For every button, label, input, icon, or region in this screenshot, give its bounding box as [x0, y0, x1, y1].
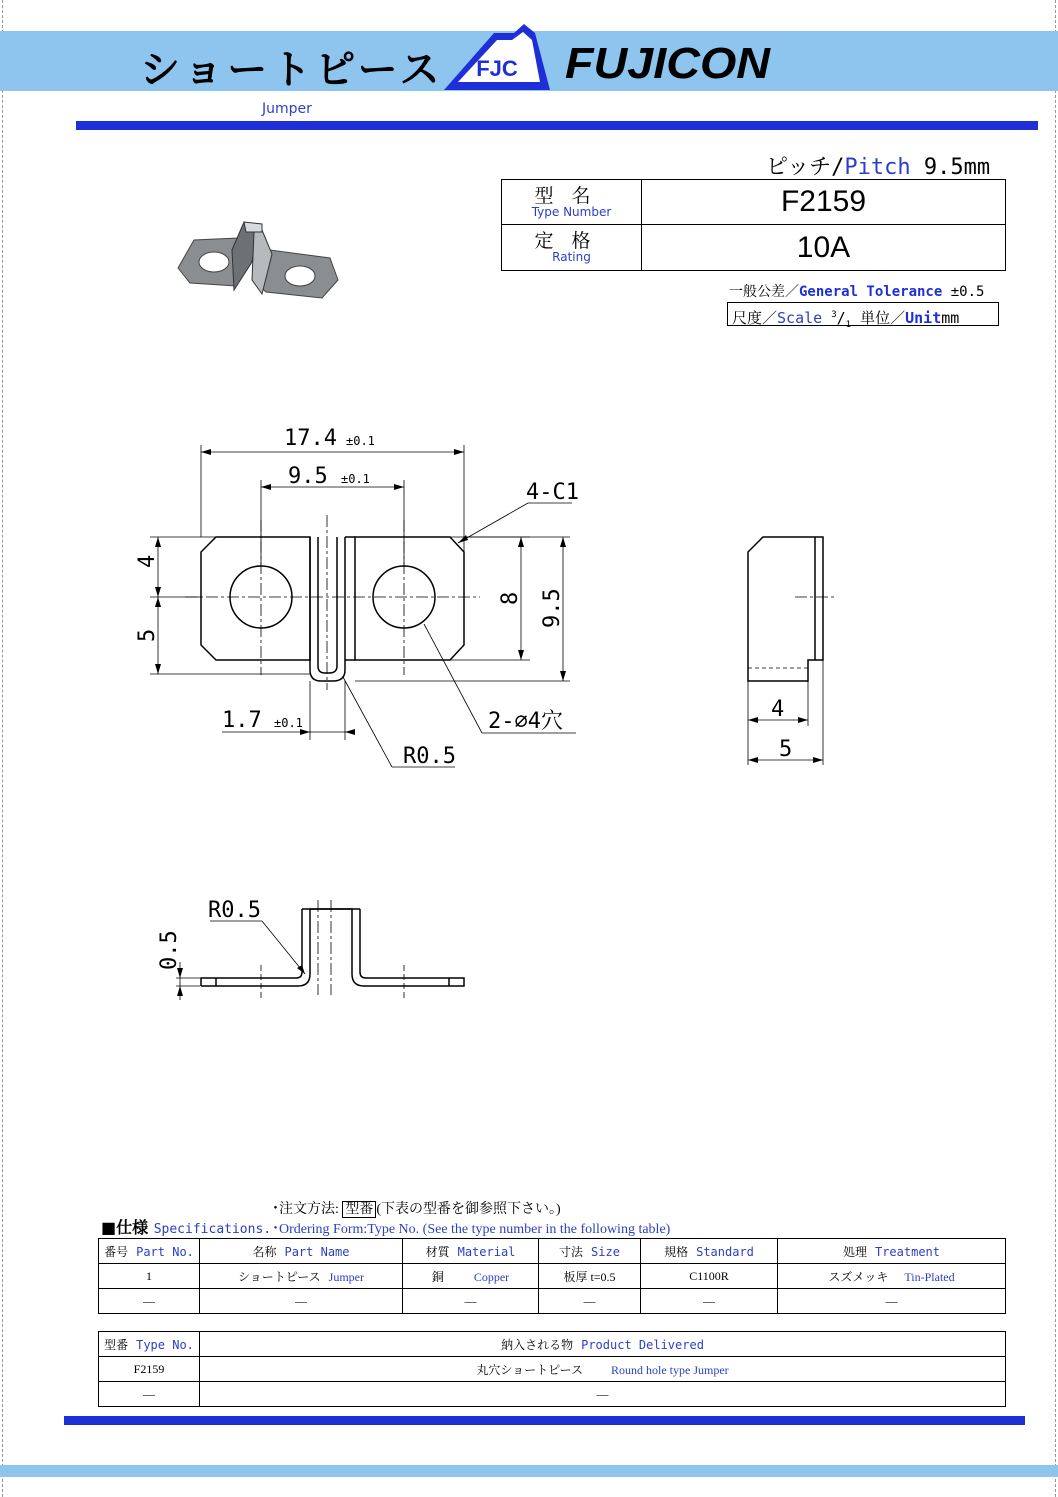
fujicon-logo: FUJICON [565, 39, 772, 88]
side-view [748, 537, 823, 681]
footer-band [0, 1465, 1058, 1477]
unit-en: Unit [905, 309, 942, 327]
specification-table [98, 1238, 1006, 1314]
side-dim-inner: 4 [771, 697, 785, 722]
fjc-logo [444, 24, 550, 90]
pitch-jp: ピッチ/ [766, 155, 845, 180]
cell: — [99, 1382, 200, 1407]
th-jp: 納入される物 [501, 1337, 574, 1352]
spec-heading-jp: ■仕様 [101, 1218, 154, 1237]
cell [99, 1264, 200, 1289]
scale-den: 1 [845, 320, 852, 330]
th-en: Size [591, 1244, 620, 1259]
delivery-th-item [200, 1332, 1006, 1357]
spec-th-part-no [99, 1239, 200, 1264]
th-jp: 材質 [425, 1244, 450, 1259]
dim-height: 9.5 [540, 588, 565, 628]
rating-label-cell [502, 225, 642, 271]
th-en: Part Name [284, 1244, 350, 1259]
type-label-jp: 型名 [534, 184, 609, 207]
table-row [99, 1289, 1006, 1314]
pitch-en: Pitch [844, 155, 911, 180]
th-en: Product Delivered [581, 1337, 704, 1352]
unit-value: mm [941, 309, 960, 327]
section-radius: R0.5 [208, 898, 261, 923]
dim-chamfer: 4-C1 [526, 480, 579, 505]
cell [539, 1264, 641, 1289]
scale-jp: 尺度／ [732, 309, 778, 327]
cell [200, 1357, 1006, 1382]
scale-en: Scale [777, 309, 823, 327]
delivery-table [98, 1331, 1006, 1407]
th-jp: 型番 [104, 1337, 129, 1352]
type-value: F2159 [642, 180, 1006, 225]
spec-th-part-name [200, 1239, 403, 1264]
th-jp: 処理 [842, 1244, 867, 1259]
cell: — [403, 1289, 539, 1314]
cell: — [778, 1289, 1006, 1314]
spec-th-treatment [778, 1239, 1006, 1264]
cell-en: Tin-Plated [904, 1269, 955, 1284]
rating-value: 10A [642, 225, 1006, 271]
cell: — [539, 1289, 641, 1314]
cell: — [200, 1289, 403, 1314]
cell-jp: 銅 [431, 1269, 444, 1284]
dim-top: 4 [135, 554, 160, 568]
th-en: Treatment [874, 1244, 941, 1259]
tolerance-en: General Tolerance [799, 284, 943, 300]
dim-pitch-tol: ±0.1 [341, 472, 370, 486]
delivery-table-header [99, 1332, 1006, 1357]
spec-table-header [99, 1239, 1006, 1264]
fjc-logo-text: FJC [476, 56, 518, 81]
plan-centerlines [185, 515, 480, 690]
spec-th-size [539, 1239, 641, 1264]
dim-hole-pitch: 8 [498, 591, 523, 605]
order-prefix: ･注文方法: [272, 1202, 343, 1217]
cell-jp: スズメッキ [828, 1269, 889, 1284]
table-row [99, 1264, 1006, 1289]
cell [403, 1264, 539, 1289]
side-dim-outer: 5 [779, 737, 793, 762]
page-subtitle: Jumper [262, 101, 312, 117]
section-arrowheads [177, 965, 305, 996]
cell: — [99, 1289, 200, 1314]
cell-jp: C1100R [689, 1268, 729, 1283]
cell-en: Copper [473, 1269, 510, 1284]
dim-holes: 2-∅4穴 [488, 709, 563, 734]
dim-radius: R0.5 [403, 744, 456, 769]
spec-heading [101, 1215, 271, 1238]
table-row [99, 1382, 1006, 1407]
spec-th-material [403, 1239, 539, 1264]
pitch-value: 9.5mm [910, 155, 991, 180]
dim-slot: 1.7 [222, 708, 262, 733]
cell-jp: ショートピース [237, 1269, 321, 1284]
product-photo [178, 222, 338, 298]
spec-th-standard [641, 1239, 778, 1264]
spec-heading-en: Specifications. [153, 1222, 272, 1237]
cell-jp: 丸穴ショートピース [476, 1362, 584, 1377]
dim-slot-tol: ±0.1 [274, 716, 303, 730]
page-title: ショートピース [140, 47, 444, 93]
th-en: Standard [696, 1244, 754, 1259]
cell-jp: 板厚 t=0.5 [563, 1269, 616, 1284]
cell [200, 1264, 403, 1289]
table-row [99, 1357, 1006, 1382]
plan-view [201, 537, 464, 681]
order-boxed: 型番 [342, 1201, 376, 1218]
dim-bottom: 5 [135, 628, 160, 642]
th-jp: 規格 [664, 1244, 689, 1259]
cell [641, 1264, 778, 1289]
tolerance-jp: 一般公差／ [729, 284, 799, 300]
th-jp: 番号 [104, 1244, 129, 1259]
scale-unit-box: 尺度／Scale $^3/_1$ 単位／Unitmm [727, 302, 999, 326]
cell-en: Jumper [328, 1269, 364, 1284]
cell [778, 1264, 1006, 1289]
pitch-label [766, 150, 990, 181]
cell: F2159 [99, 1357, 200, 1382]
general-tolerance [729, 281, 984, 301]
scale-num: 3 [831, 310, 837, 320]
dim-pitch: 9.5 [288, 464, 328, 489]
footer-rule [64, 1416, 1025, 1425]
th-en: Part No. [136, 1244, 194, 1259]
rating-label-jp: 定格 [534, 230, 609, 252]
dim-total-width: 17.4 [284, 426, 337, 451]
dim-total-tol: ±0.1 [346, 434, 375, 448]
cell: — [200, 1382, 1006, 1407]
section-thickness: 0.5 [157, 930, 182, 970]
th-en: Type No. [136, 1337, 194, 1352]
ordering-method-en: ･Ordering Form:Type No. (See the type number in the following table) [272, 1222, 671, 1237]
cell-jp: 1 [146, 1268, 152, 1283]
type-label-en: Type Number [531, 204, 612, 219]
cell-en: Round hole type Jumper [611, 1362, 729, 1377]
header-rule [76, 121, 1038, 130]
cell: — [641, 1289, 778, 1314]
th-jp: 寸法 [559, 1244, 584, 1259]
th-en: Material [457, 1244, 516, 1259]
delivery-th-type [99, 1332, 200, 1357]
ordering-method-jp [272, 1198, 561, 1218]
order-suffix: (下表の型番を御参照下さい。) [376, 1202, 561, 1217]
tolerance-value: ±0.5 [942, 284, 985, 300]
rating-label-en: Rating [552, 250, 591, 264]
th-jp: 名称 [252, 1244, 277, 1259]
unit-jp: 単位／ [851, 309, 906, 327]
type-label-cell [502, 180, 642, 225]
type-rating-box [501, 179, 1006, 271]
